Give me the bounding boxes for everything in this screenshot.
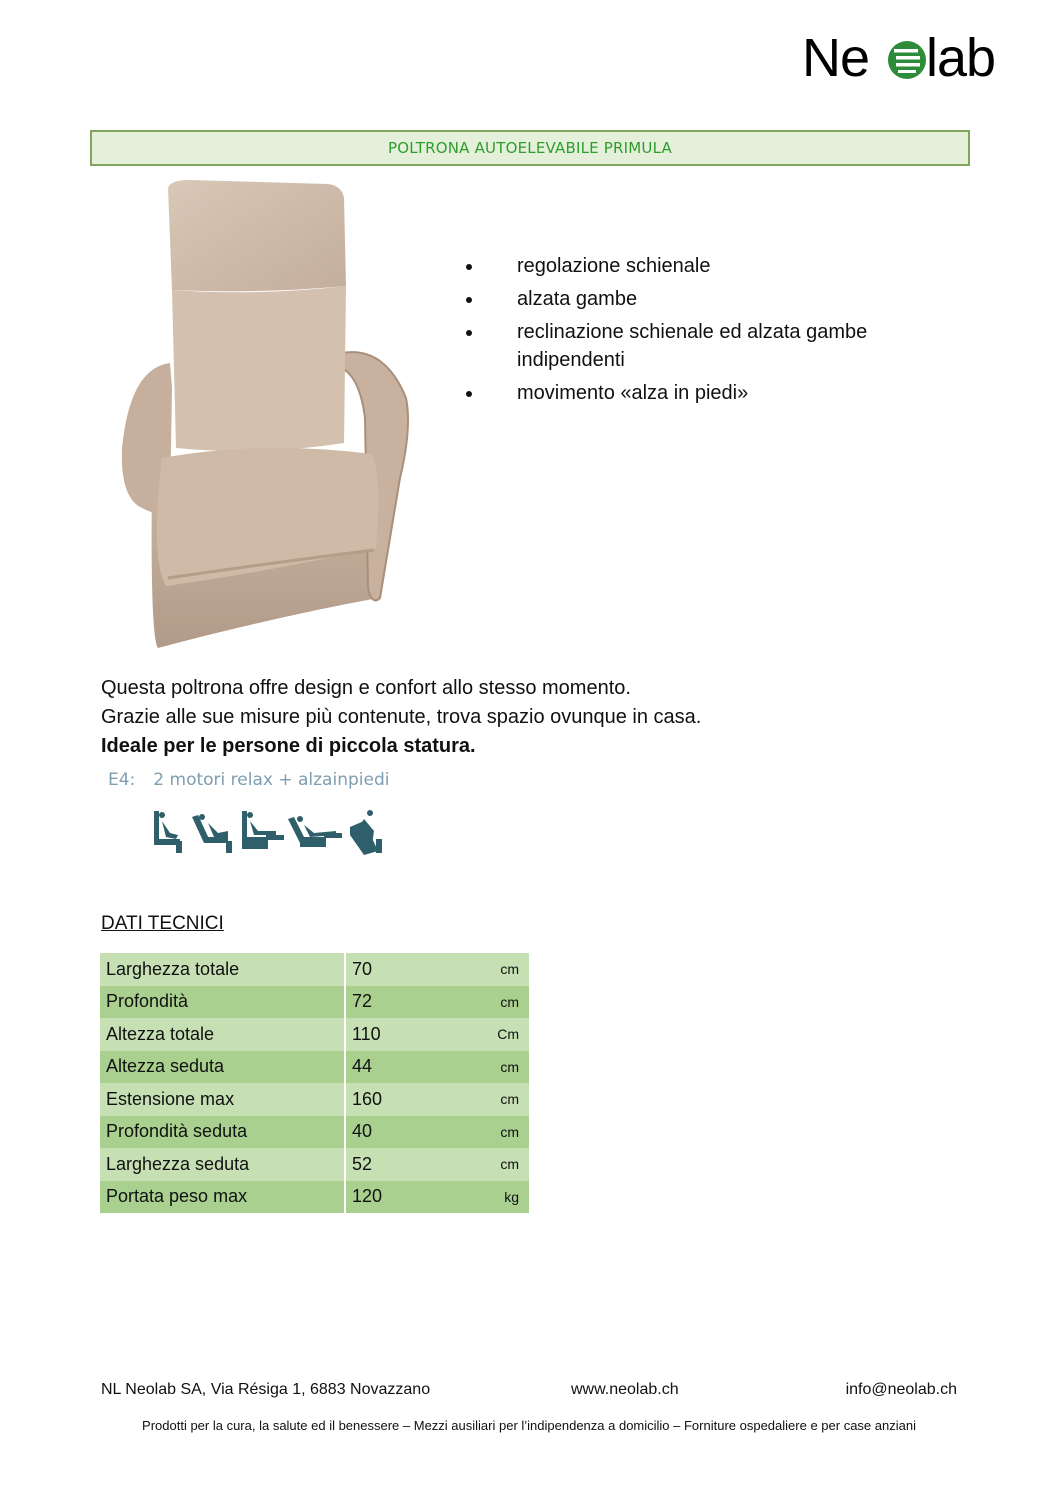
feature-list	[462, 252, 932, 412]
logo-text-right: lab	[926, 28, 996, 88]
spec-unit: cm	[500, 1156, 519, 1173]
feature-item: movimento «alza in piedi»	[462, 379, 932, 407]
spec-value: 40	[345, 1116, 488, 1149]
spec-unit: cm	[500, 1091, 519, 1108]
spec-label: Estensione max	[106, 1088, 235, 1109]
spec-value: 160	[345, 1083, 488, 1116]
bullet-icon	[466, 264, 472, 270]
spec-unit: Cm	[497, 1026, 519, 1043]
spec-label: Larghezza seduta	[106, 1153, 250, 1174]
recline-back-icon	[192, 814, 232, 853]
leg-raise-icon	[242, 811, 284, 849]
seated-position-icon	[154, 811, 182, 853]
title-box	[90, 130, 970, 166]
description-line: Questa poltrona offre design e confort allo stesso momento.	[101, 677, 631, 699]
feature-item: alzata gambe	[462, 285, 932, 313]
motion-icons	[150, 805, 390, 857]
description-highlight: Ideale per le persone di piccola statura.	[101, 735, 476, 757]
spec-label: Portata peso max	[106, 1186, 248, 1207]
footer-email-link[interactable]: info@neolab.ch	[845, 1381, 957, 1398]
tech-table	[100, 953, 529, 1213]
bullet-icon	[466, 330, 472, 336]
spec-value: 72	[345, 986, 488, 1019]
full-recline-icon	[288, 816, 342, 847]
motor-code: E4:	[108, 770, 136, 790]
spec-value: 120	[345, 1181, 488, 1214]
table-row	[100, 1083, 529, 1116]
bullet-icon	[466, 297, 472, 303]
page-title: POLTRONA AUTOELEVABILE PRIMULA	[388, 139, 672, 157]
table-row	[100, 986, 529, 1019]
footer-address: NL Neolab SA, Via Résiga 1, 6883 Novazzano	[101, 1381, 431, 1398]
spec-unit: cm	[500, 1058, 519, 1075]
logo-text-left: Ne	[802, 28, 870, 88]
spec-value: 110	[345, 1018, 488, 1051]
table-row	[100, 1116, 529, 1149]
motor-text: 2 motori relax + alzainpiedi	[153, 770, 390, 790]
spec-value: 52	[345, 1148, 488, 1181]
spec-label: Altezza seduta	[106, 1056, 225, 1077]
description	[101, 674, 701, 761]
stand-up-lift-icon	[350, 810, 382, 855]
spec-label: Profondità seduta	[106, 1121, 248, 1142]
feature-item: reclinazione schienale ed alzata gambe indipendenti	[462, 318, 932, 374]
spec-unit: cm	[500, 993, 519, 1010]
tech-title: DATI TECNICI	[101, 913, 224, 934]
spec-label: Altezza totale	[106, 1023, 215, 1044]
table-row	[100, 1051, 529, 1084]
spec-unit: kg	[504, 1188, 519, 1205]
footer-website-link[interactable]: www.neolab.ch	[571, 1381, 679, 1398]
spec-label: Larghezza totale	[106, 958, 240, 979]
table-row	[100, 1148, 529, 1181]
table-row	[100, 1018, 529, 1051]
table-row	[100, 953, 529, 986]
spec-unit: cm	[500, 1123, 519, 1140]
spec-value: 44	[345, 1051, 488, 1084]
spec-value: 70	[345, 953, 488, 986]
table-row	[100, 1181, 529, 1214]
description-line: Grazie alle sue misure più contenute, trova spazio ovunque in casa.	[101, 706, 702, 728]
neolab-logo	[800, 22, 1015, 88]
spec-label: Profondità	[106, 991, 189, 1012]
armchair-photo	[110, 178, 420, 650]
footer-tagline: Prodotti per la cura, la salute ed il benessere – Mezzi ausiliari per l’indipendenza a domicilio – Forniture ospedaliere e per case anziani	[142, 1418, 916, 1433]
spec-unit: cm	[500, 961, 519, 978]
logo-globe-icon	[888, 41, 926, 79]
feature-item: regolazione schienale	[462, 252, 932, 280]
bullet-icon	[466, 391, 472, 397]
logo-graphic	[800, 22, 1015, 88]
motor-spec	[108, 770, 389, 790]
